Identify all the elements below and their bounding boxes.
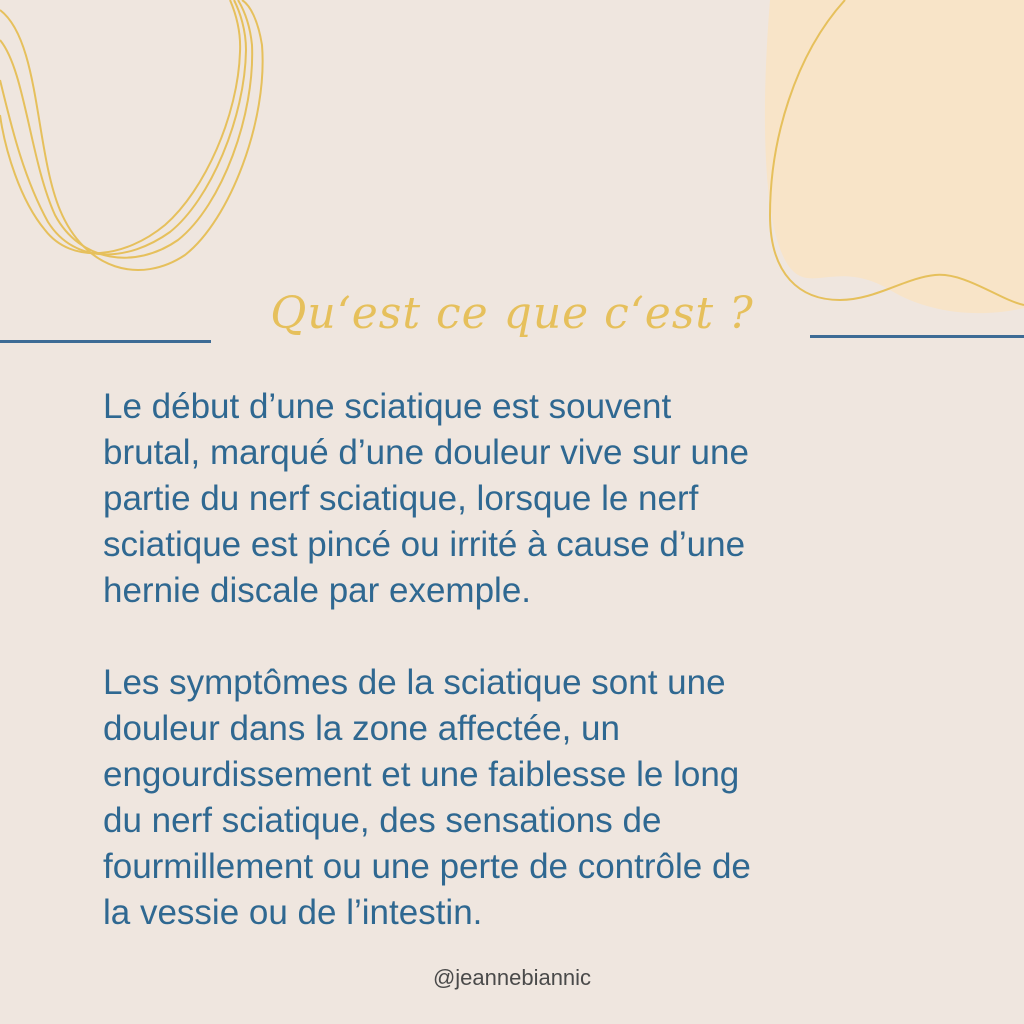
divider-left <box>0 340 211 343</box>
paragraph-2 <box>103 660 923 936</box>
paragraph-line: fourmillement ou une perte de contrôle de <box>103 847 751 886</box>
page-title: Qu‘est ce que c‘est ? <box>270 288 754 339</box>
divider-right <box>810 335 1024 338</box>
paragraph-1 <box>103 384 923 614</box>
paragraph-line: du nerf sciatique, des sensations de <box>103 801 662 840</box>
main-content <box>103 384 923 936</box>
paragraph-line: Le début d’une sciatique est souvent <box>103 387 672 426</box>
decorative-loops <box>0 0 263 270</box>
paragraph-line: la vessie ou de l’intestin. <box>103 893 483 932</box>
author-handle: @jeannebiannic <box>432 965 592 990</box>
paragraph-line: hernie discale par exemple. <box>103 571 532 610</box>
paragraph-line: brutal, marqué d’une douleur vive sur une <box>103 433 749 472</box>
paragraph-line: douleur dans la zone affectée, un <box>103 709 620 748</box>
paragraph-line: Les symptômes de la sciatique sont une <box>103 663 726 702</box>
decorative-blob <box>765 0 1024 313</box>
paragraph-line: partie du nerf sciatique, lorsque le nerf <box>103 479 699 518</box>
paragraph-line: engourdissement et une faiblesse le long <box>103 755 740 794</box>
paragraph-line: sciatique est pincé ou irrité à cause d’une <box>103 525 746 564</box>
